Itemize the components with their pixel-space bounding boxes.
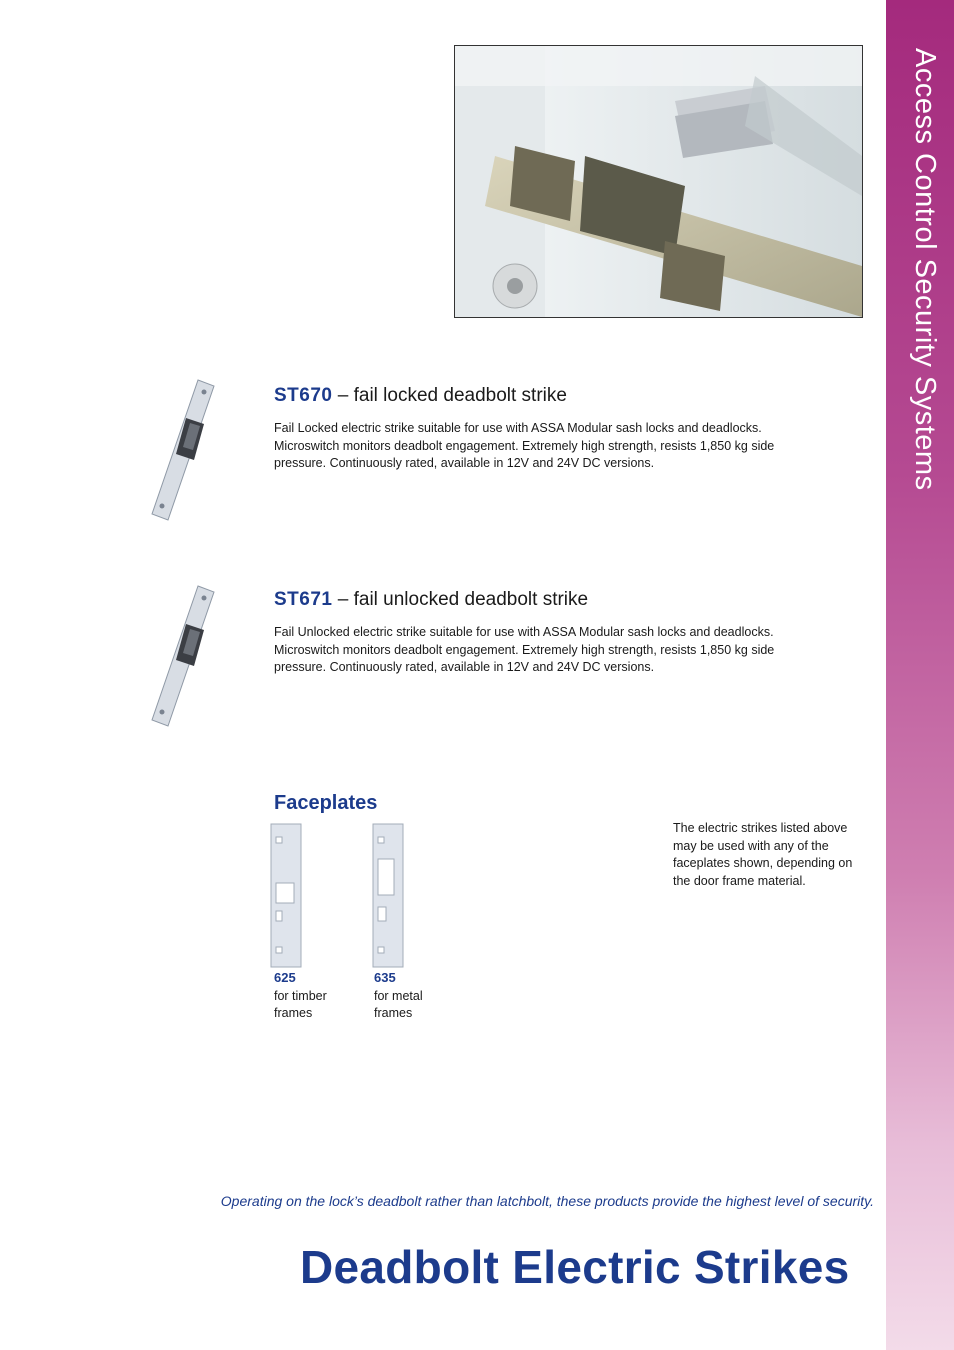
st670-description	[274, 420, 834, 473]
st671-heading	[274, 589, 588, 611]
sidebar-title: Access Control Security Systems	[909, 48, 941, 491]
faceplates-heading: Faceplates	[274, 792, 378, 814]
st670-desc-line: pressure. Continuously rated, available in 12V and 24V DC versions.	[274, 456, 655, 470]
st670-strike-image	[138, 378, 230, 523]
faceplate-625-desc	[274, 988, 327, 1022]
faceplates-note-line: the door frame material.	[673, 873, 806, 888]
st670-desc-line: Fail Locked electric strike suitable for use with ASSA Modular sash locks and deadlocks.	[274, 421, 762, 435]
faceplate-635-image	[372, 823, 404, 968]
st671-desc-line: pressure. Continuously rated, available in 12V and 24V DC versions.	[274, 660, 655, 674]
st670-code: ST670	[274, 385, 333, 406]
hero-illustration	[455, 46, 862, 317]
st671-name: fail unlocked deadbolt strike	[353, 589, 589, 610]
st671-code: ST671	[274, 589, 333, 610]
st670-dash: –	[332, 385, 354, 406]
st671-strike-image	[138, 584, 230, 729]
faceplate-625-code: 625	[274, 970, 296, 985]
faceplate-635-desc	[374, 988, 423, 1022]
faceplate-635-code: 635	[374, 970, 396, 985]
faceplate-625-desc-line: for timber	[274, 989, 327, 1003]
faceplate-635-desc-line: frames	[374, 1006, 413, 1020]
st671-dash: –	[332, 589, 354, 610]
hero-photo	[454, 45, 863, 318]
faceplates-note	[673, 820, 868, 890]
faceplate-635-desc-line: for metal	[374, 989, 423, 1003]
faceplates-note-line: may be used with any of the	[673, 838, 829, 853]
st670-heading	[274, 385, 567, 407]
st670-desc-line: Microswitch monitors deadbolt engagement. Extremely high strength, resists 1,850 kg side	[274, 438, 775, 453]
faceplate-625-image	[270, 823, 302, 968]
faceplates-note-line: faceplates shown, depending on	[673, 856, 853, 870]
st671-desc-line: Fail Unlocked electric strike suitable for use with ASSA Modular sash locks and deadlocks.	[274, 625, 774, 639]
page-title: Deadbolt Electric Strikes	[300, 1241, 850, 1293]
st670-name: fail locked deadbolt strike	[353, 385, 567, 406]
st671-description	[274, 624, 834, 677]
faceplate-625-desc-line: frames	[274, 1006, 313, 1020]
st671-desc-line: Microswitch monitors deadbolt engagement. Extremely high strength, resists 1,850 kg side	[274, 642, 775, 657]
tagline: Operating on the lock’s deadbolt rather than latchbolt, these products provide the highest level of security.	[220, 1193, 874, 1209]
faceplates-note-line: The electric strikes listed above	[673, 821, 848, 835]
